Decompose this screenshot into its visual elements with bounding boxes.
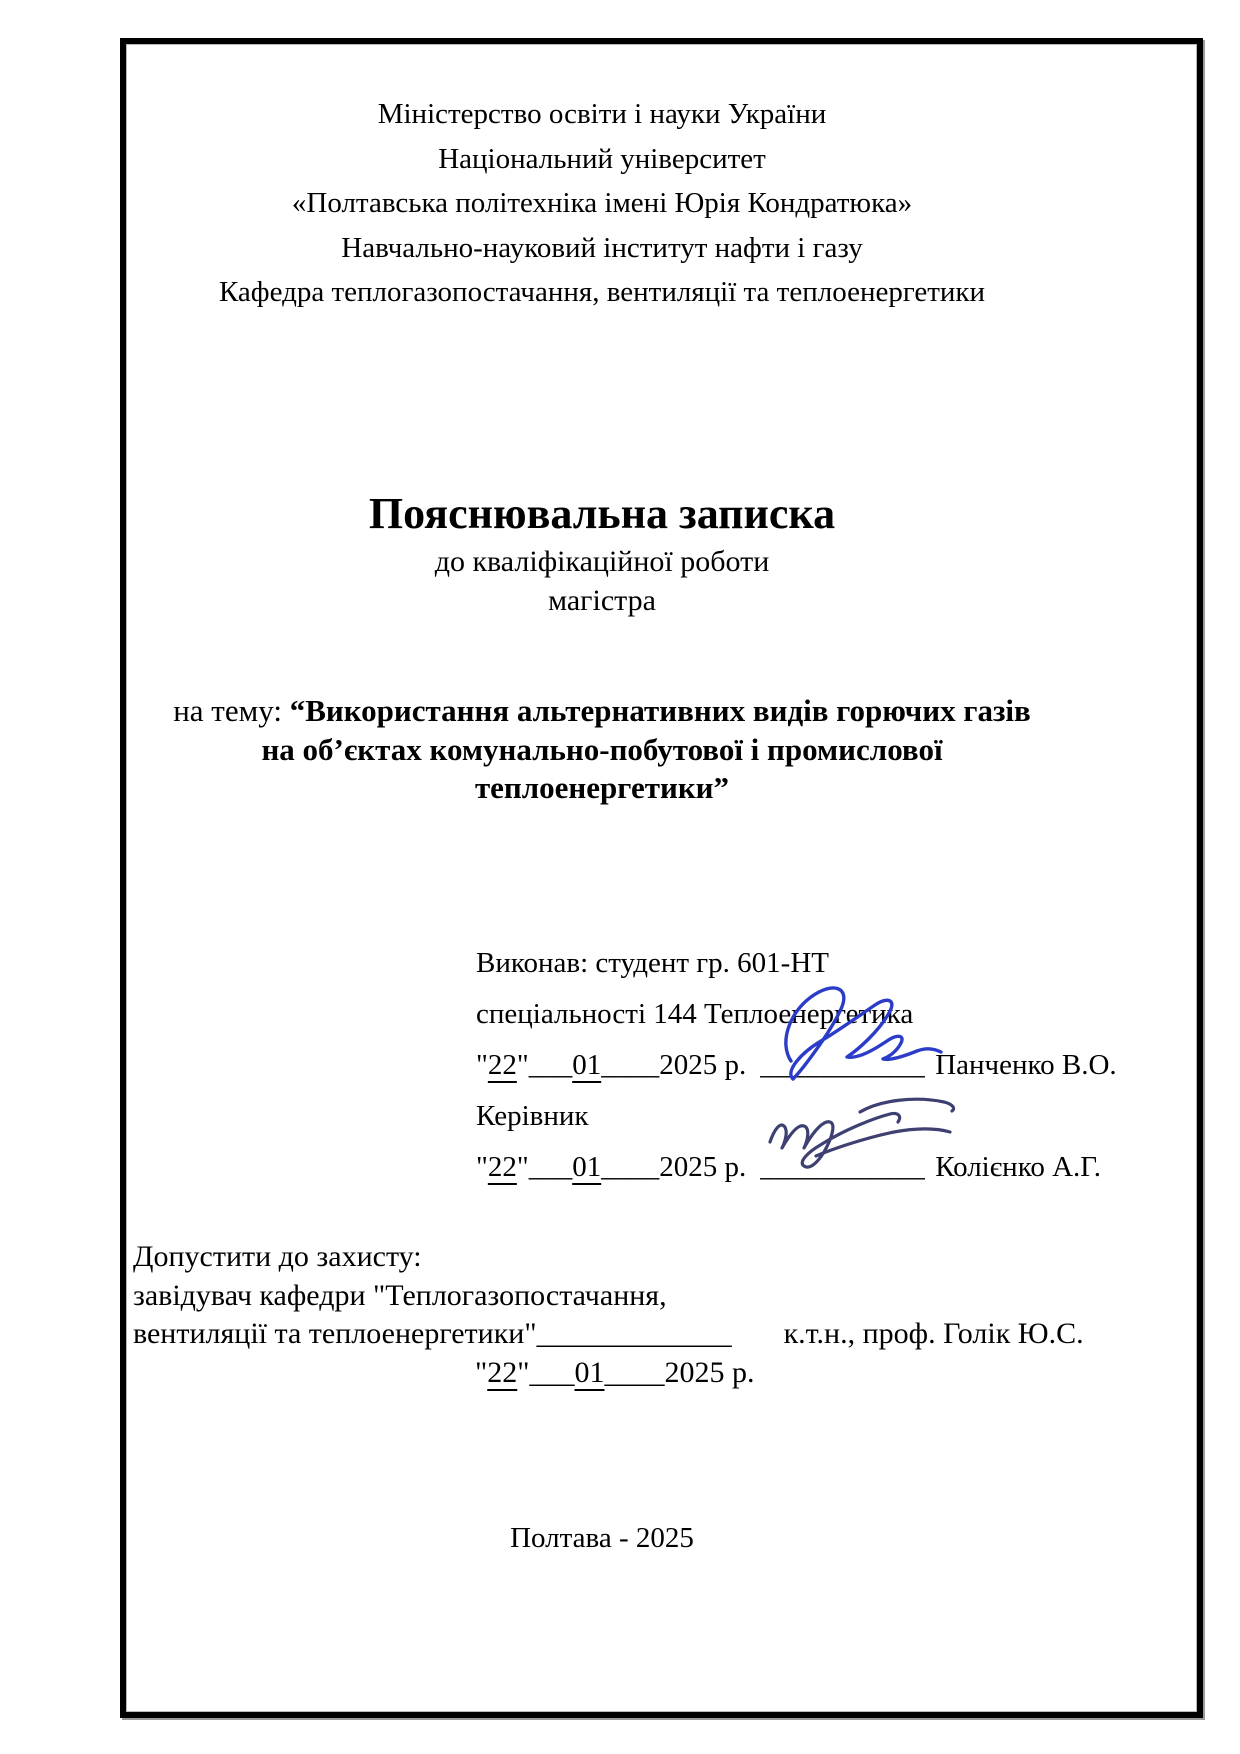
admission-line-with-signature xyxy=(133,1315,1084,1354)
theme-line xyxy=(127,692,1077,731)
institution-header xyxy=(127,92,1077,315)
date-quote: " xyxy=(516,1151,529,1183)
supervisor-label: Керівник xyxy=(476,1100,589,1132)
supervisor-name: Колієнко А.Г. xyxy=(935,1151,1102,1183)
date-month: 01 xyxy=(572,1049,602,1081)
institution-line: Навчально-науковий інститут нафти і газу xyxy=(341,231,863,264)
signature-line-blank: ___________ xyxy=(760,1151,926,1183)
institution-line: Міністерство освіти і науки України xyxy=(377,98,827,130)
date-day: 22 xyxy=(487,1355,518,1389)
date-quote: " xyxy=(475,1355,488,1389)
theme-title-part1: “Використання альтернативних видів горючих газів xyxy=(289,693,1031,728)
date-sep: ___ xyxy=(529,1355,575,1389)
admission-block xyxy=(133,1238,1084,1392)
theme-title-part3: теплоенергетики” xyxy=(474,770,730,805)
date-quote: " xyxy=(516,1049,529,1081)
admission-line: завідувач кафедри "Теплогазопостачання, xyxy=(133,1278,667,1312)
date-year: 2025 р. xyxy=(659,1151,747,1183)
date-sep: ___ xyxy=(528,1151,573,1183)
date-quote: " xyxy=(517,1355,530,1389)
theme-title-part2: на об’єктах комунально-побутової і промислової xyxy=(261,731,943,767)
date-year: 2025 р. xyxy=(659,1049,747,1081)
institution-line: Кафедра теплогазопостачання, вентиляції та теплоенергетики xyxy=(218,276,986,308)
date-sep: ____ xyxy=(601,1151,660,1183)
date-sep: ___ xyxy=(528,1049,573,1081)
date-quote: " xyxy=(476,1151,488,1183)
head-of-department-name: к.т.н., проф. Голік Ю.С. xyxy=(783,1317,1084,1350)
document-title-block xyxy=(127,486,1077,620)
signature-block xyxy=(476,938,1117,1193)
date-day: 22 xyxy=(487,1151,517,1183)
date-month: 01 xyxy=(574,1355,605,1389)
city-year-line: Полтава - 2025 xyxy=(510,1522,694,1554)
date-sep: ____ xyxy=(604,1355,665,1389)
date-sep: ____ xyxy=(601,1049,660,1081)
document-title: Пояснювальна записка xyxy=(368,489,836,538)
admission-line: Допустити до захисту: xyxy=(133,1240,422,1273)
admission-date-row xyxy=(133,1354,1084,1393)
supervisor-date-signature-row xyxy=(476,1142,1117,1193)
signature-line-blank: ___________ xyxy=(760,1049,926,1081)
date-quote: " xyxy=(476,1049,488,1081)
admission-dept-text: вентиляції та теплоенергетики" xyxy=(133,1317,537,1350)
institution-line: «Полтавська політехніка імені Юрія Кондратюка» xyxy=(291,187,913,219)
executor-date-signature-row xyxy=(476,1040,1117,1091)
document-subtitle-degree: магістра xyxy=(548,584,656,617)
institution-line: Національний університет xyxy=(438,142,766,175)
student-name: Панченко В.О. xyxy=(935,1049,1117,1081)
date-year: 2025 р. xyxy=(664,1355,755,1389)
executor-line: Виконав: студент гр. 601-НТ xyxy=(476,947,829,979)
admission-signature-blank: _____________ xyxy=(536,1317,732,1350)
date-month: 01 xyxy=(572,1151,602,1183)
theme-prefix: на тему: xyxy=(173,693,290,728)
speciality-line: спеціальності 144 Теплоенергетика xyxy=(476,998,914,1030)
document-subtitle: до кваліфікаційної роботи xyxy=(434,545,770,578)
thesis-theme-block xyxy=(127,692,1077,808)
date-day: 22 xyxy=(487,1049,517,1081)
